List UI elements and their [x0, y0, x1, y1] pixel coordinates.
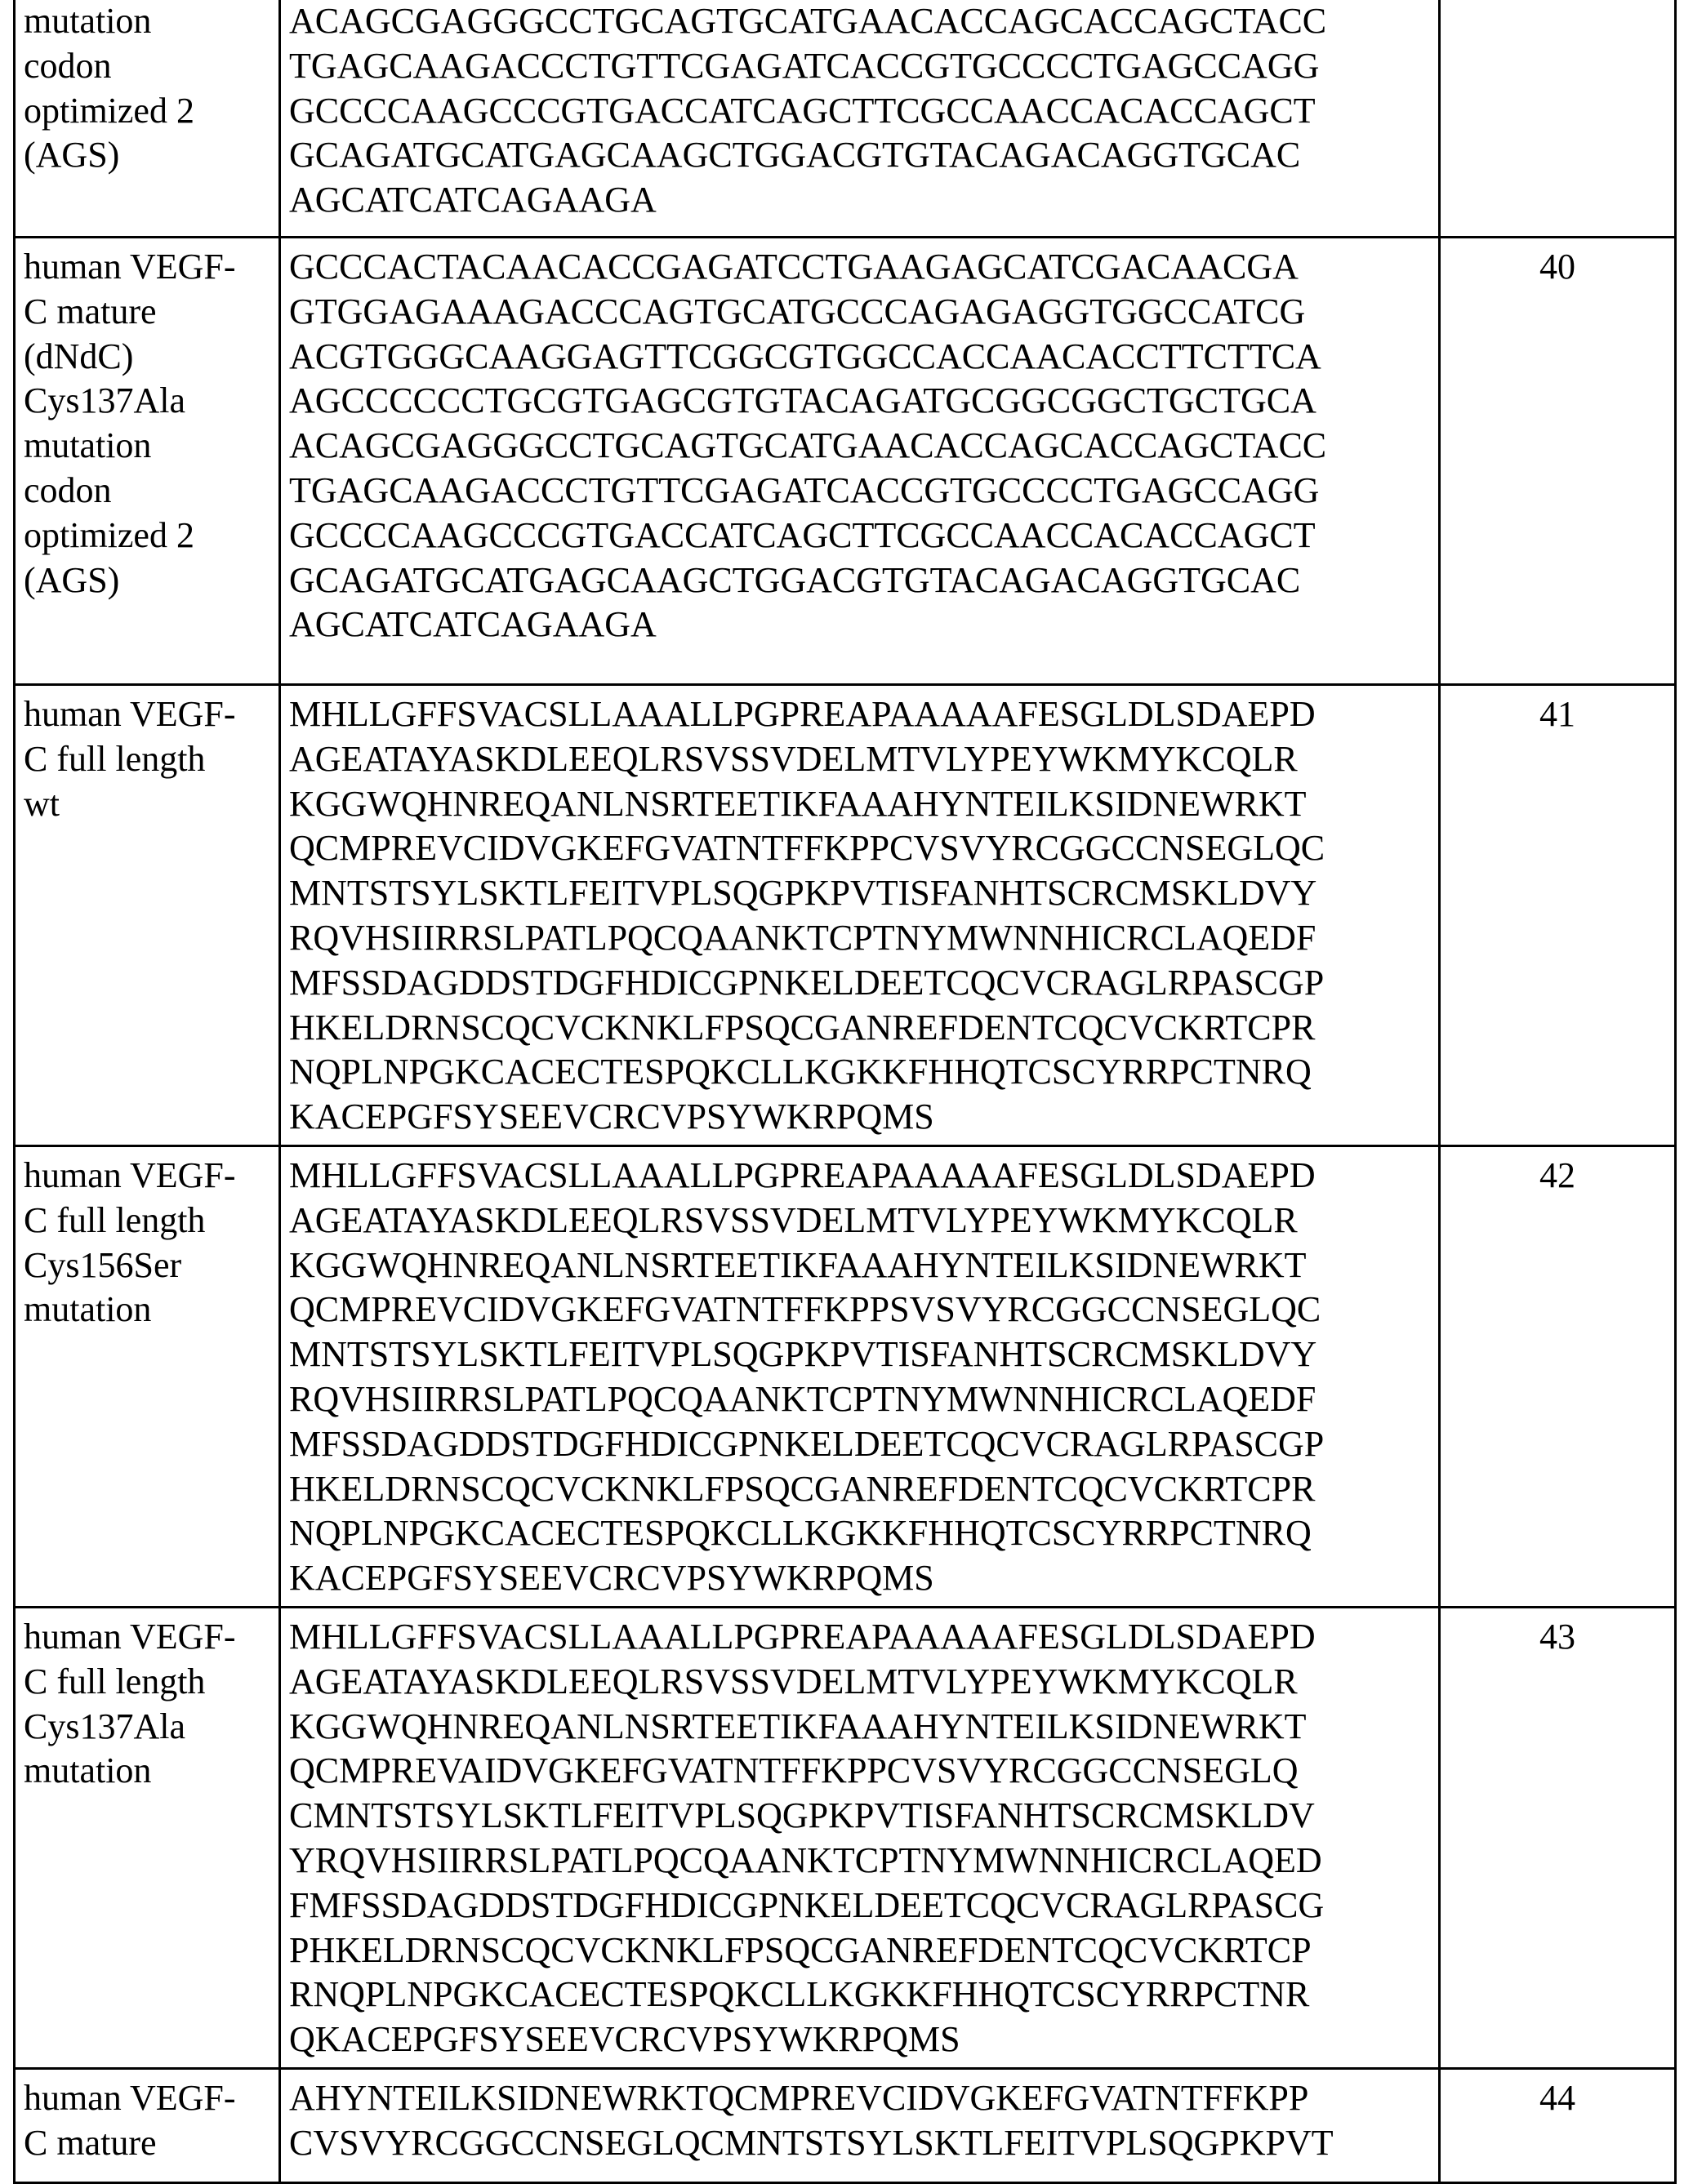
- table-row: [15, 1607, 1676, 2068]
- seq-id-cell: [1440, 2068, 1676, 2182]
- sequence-cell-line: CMNTSTSYLSKTLFEITVPLSQGPKPVTISFANHTSCRCMSKLDV: [289, 1794, 1438, 1839]
- sequence-cell-line: AGCATCATCAGAAGA: [289, 178, 1438, 223]
- sequence-cell-line: HKELDRNSCQCVCKNKLFPSQCGANREFDENTCQCVCKRTCPR: [289, 1006, 1438, 1051]
- sequence-cell-line: QCMPREVCIDVGKEFGVATNTFFKPPCVSVYRCGGCCNSEGLQC: [289, 826, 1438, 871]
- seq-id-cell-value: 41: [1441, 692, 1674, 737]
- description-cell: [15, 685, 280, 1146]
- description-cell-line: mutation: [24, 0, 278, 44]
- sequence-cell-line: KACEPGFSYSEEVCRCVPSYWKRPQMS: [289, 1556, 1438, 1601]
- description-cell-line: human VEGF-: [24, 245, 278, 290]
- sequence-cell: [280, 685, 1440, 1146]
- seq-id-cell-value: 40: [1441, 245, 1674, 290]
- sequence-cell-line: AHYNTEILKSIDNEWRKTQCMPREVCIDVGKEFGVATNTFFKPP: [289, 2076, 1438, 2121]
- sequence-cell-line: YRQVHSIIRRSLPATLPQCQAANKTCPTNYMWNNHICRCLAQED: [289, 1839, 1438, 1884]
- sequence-cell: [280, 1607, 1440, 2068]
- sequence-cell: [280, 1145, 1440, 1607]
- sequence-cell-line: PHKELDRNSCQCVCKNKLFPSQCGANREFDENTCQCVCKRTCP: [289, 1928, 1438, 1973]
- seq-id-cell: [1440, 1145, 1676, 1607]
- seq-id-cell: [1440, 0, 1676, 238]
- sequence-cell-line: AGEATAYASKDLEEQLRSVSSVDELMTVLYPEYWKMYKCQLR: [289, 1199, 1438, 1243]
- description-cell-line: C full length: [24, 737, 278, 782]
- sequence-cell-line: GCAGATGCATGAGCAAGCTGGACGTGTACAGACAGGTGCAC: [289, 558, 1438, 603]
- seq-id-cell-value: 42: [1441, 1154, 1674, 1199]
- sequence-cell-line: ACAGCGAGGGCCTGCAGTGCATGAACACCAGCACCAGCTACC: [289, 424, 1438, 469]
- sequence-cell-line: MFSSDAGDDSTDGFHDICGPNKELDEETCQCVCRAGLRPASCGP: [289, 1422, 1438, 1467]
- sequence-cell-line: MHLLGFFSVACSLLAAALLPGPREAPAAAAAFESGLDLSDAEPD: [289, 692, 1438, 737]
- description-cell-line: C mature: [24, 2121, 278, 2166]
- description-cell-line: Cys137Ala: [24, 1705, 278, 1750]
- table-row: [15, 1145, 1676, 1607]
- sequence-cell-line: FMFSSDAGDDSTDGFHDICGPNKELDEETCQCVCRAGLRPASCG: [289, 1884, 1438, 1928]
- sequence-table: [13, 0, 1677, 2184]
- sequence-cell-line: MHLLGFFSVACSLLAAALLPGPREAPAAAAAFESGLDLSDAEPD: [289, 1615, 1438, 1660]
- sequence-cell-line: AGCCCCCCTGCGTGAGCGTGTACAGATGCGGCGGCTGCTGCA: [289, 379, 1438, 424]
- sequence-cell-line: MNTSTSYLSKTLFEITVPLSQGPKPVTISFANHTSCRCMSKLDVY: [289, 871, 1438, 916]
- description-cell-line: Cys137Ala: [24, 379, 278, 424]
- description-cell-line: human VEGF-: [24, 1154, 278, 1199]
- sequence-cell-line: GTGGAGAAAGACCCAGTGCATGCCCAGAGAGGTGGCCATCG: [289, 290, 1438, 335]
- description-cell-line: human VEGF-: [24, 2076, 278, 2121]
- description-cell-line: human VEGF-: [24, 1615, 278, 1660]
- sequence-cell-line: TGAGCAAGACCCTGTTCGAGATCACCGTGCCCCTGAGCCAGG: [289, 44, 1438, 89]
- sequence-cell-line: ACAGCGAGGGCCTGCAGTGCATGAACACCAGCACCAGCTACC: [289, 0, 1438, 44]
- description-cell-line: C full length: [24, 1199, 278, 1243]
- description-cell-line: C full length: [24, 1660, 278, 1705]
- description-cell-line: (AGS): [24, 558, 278, 603]
- description-cell: [15, 1145, 280, 1607]
- description-cell-line: (dNdC): [24, 335, 278, 380]
- sequence-cell-line: KACEPGFSYSEEVCRCVPSYWKRPQMS: [289, 1095, 1438, 1140]
- sequence-cell-line: GCCCACTACAACACCGAGATCCTGAAGAGCATCGACAACGA: [289, 245, 1438, 290]
- sequence-cell-line: MNTSTSYLSKTLFEITVPLSQGPKPVTISFANHTSCRCMSKLDVY: [289, 1332, 1438, 1377]
- sequence-cell-line: RQVHSIIRRSLPATLPQCQAANKTCPTNYMWNNHICRCLAQEDF: [289, 916, 1438, 961]
- sequence-cell-line: AGEATAYASKDLEEQLRSVSSVDELMTVLYPEYWKMYKCQLR: [289, 737, 1438, 782]
- table-row: [15, 2068, 1676, 2182]
- description-cell-line: Cys156Ser: [24, 1243, 278, 1288]
- description-cell: [15, 2068, 280, 2182]
- seq-id-cell: [1440, 685, 1676, 1146]
- sequence-cell-line: RQVHSIIRRSLPATLPQCQAANKTCPTNYMWNNHICRCLAQEDF: [289, 1377, 1438, 1422]
- sequence-cell-line: QKACEPGFSYSEEVCRCVPSYWKRPQMS: [289, 2017, 1438, 2062]
- sequence-cell-line: NQPLNPGKCACECTESPQKCLLKGKKFHHQTCSCYRRPCTNRQ: [289, 1050, 1438, 1095]
- sequence-cell-line: GCCCCAAGCCCGTGACCATCAGCTTCGCCAACCACACCAGCT: [289, 514, 1438, 558]
- sequence-cell-line: KGGWQHNREQANLNSRTEETIKFAAAHYNTEILKSIDNEWRKT: [289, 782, 1438, 827]
- sequence-cell-line: QCMPREVAIDVGKEFGVATNTFFKPPCVSVYRCGGCCNSEGLQ: [289, 1749, 1438, 1794]
- sequence-cell-line: AGCATCATCAGAAGA: [289, 603, 1438, 647]
- sequence-cell: [280, 238, 1440, 685]
- description-cell-line: mutation: [24, 1749, 278, 1794]
- seq-id-cell: [1440, 1607, 1676, 2068]
- description-cell: [15, 0, 280, 238]
- description-cell-line: mutation: [24, 424, 278, 469]
- description-cell: [15, 1607, 280, 2068]
- description-cell: [15, 238, 280, 685]
- sequence-cell-line: KGGWQHNREQANLNSRTEETIKFAAAHYNTEILKSIDNEWRKT: [289, 1243, 1438, 1288]
- table-row: [15, 685, 1676, 1146]
- description-cell-line: wt: [24, 782, 278, 827]
- sequence-cell-line: ACGTGGGCAAGGAGTTCGGCGTGGCCACCAACACCTTCTTCA: [289, 335, 1438, 380]
- description-cell-line: human VEGF-: [24, 692, 278, 737]
- seq-id-cell-value: 43: [1441, 1615, 1674, 1660]
- sequence-cell-line: KGGWQHNREQANLNSRTEETIKFAAAHYNTEILKSIDNEWRKT: [289, 1705, 1438, 1750]
- sequence-cell-line: CVSVYRCGGCCNSEGLQCMNTSTSYLSKTLFEITVPLSQGPKPVT: [289, 2121, 1438, 2166]
- sequence-cell-line: MHLLGFFSVACSLLAAALLPGPREAPAAAAAFESGLDLSDAEPD: [289, 1154, 1438, 1199]
- sequence-cell-line: QCMPREVCIDVGKEFGVATNTFFKPPSVSVYRCGGCCNSEGLQC: [289, 1288, 1438, 1332]
- description-cell-line: C mature: [24, 290, 278, 335]
- sequence-cell-line: GCCCCAAGCCCGTGACCATCAGCTTCGCCAACCACACCAGCT: [289, 89, 1438, 134]
- sequence-cell-line: HKELDRNSCQCVCKNKLFPSQCGANREFDENTCQCVCKRTCPR: [289, 1467, 1438, 1512]
- sequence-cell-line: TGAGCAAGACCCTGTTCGAGATCACCGTGCCCCTGAGCCAGG: [289, 469, 1438, 514]
- description-cell-line: codon: [24, 44, 278, 89]
- sequence-cell-line: RNQPLNPGKCACECTESPQKCLLKGKKFHHQTCSCYRRPCTNR: [289, 1973, 1438, 2017]
- sequence-cell-line: GCAGATGCATGAGCAAGCTGGACGTGTACAGACAGGTGCAC: [289, 133, 1438, 178]
- description-cell-line: (AGS): [24, 133, 278, 178]
- sequence-cell: [280, 0, 1440, 238]
- sequence-cell-line: NQPLNPGKCACECTESPQKCLLKGKKFHHQTCSCYRRPCTNRQ: [289, 1511, 1438, 1556]
- sequence-cell-line: MFSSDAGDDSTDGFHDICGPNKELDEETCQCVCRAGLRPASCGP: [289, 961, 1438, 1006]
- description-cell-line: codon: [24, 469, 278, 514]
- description-cell-line: optimized 2: [24, 89, 278, 134]
- seq-id-cell-value: 44: [1441, 2076, 1674, 2121]
- seq-id-cell: [1440, 238, 1676, 685]
- description-cell-line: optimized 2: [24, 514, 278, 558]
- sequence-cell: [280, 2068, 1440, 2182]
- table-row: [15, 0, 1676, 238]
- sequence-cell-line: AGEATAYASKDLEEQLRSVSSVDELMTVLYPEYWKMYKCQLR: [289, 1660, 1438, 1705]
- table-row: [15, 238, 1676, 685]
- description-cell-line: mutation: [24, 1288, 278, 1332]
